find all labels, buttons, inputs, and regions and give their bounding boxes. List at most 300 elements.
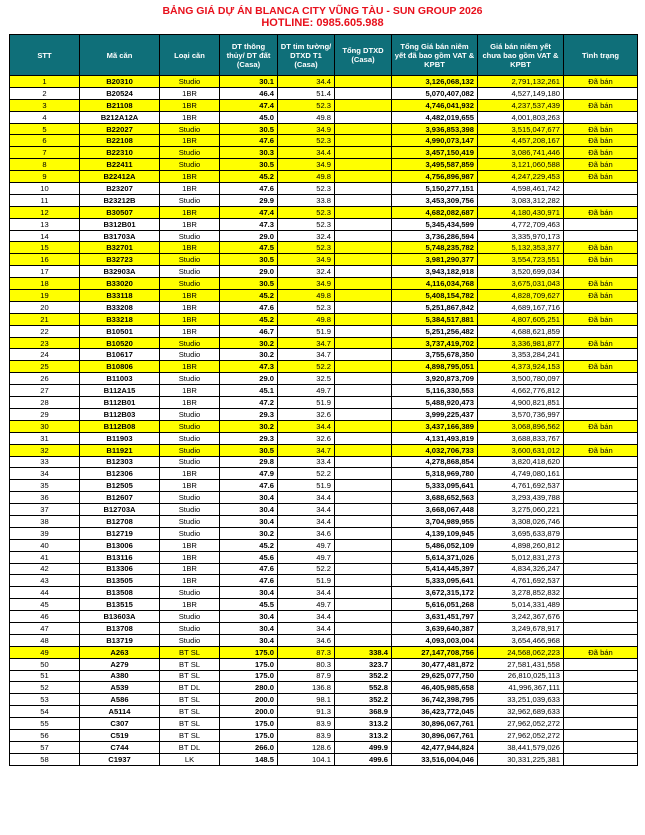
table-row: [10, 99, 638, 111]
cell-total-build-area: [335, 242, 392, 254]
cell-gross-area: 49.8: [278, 290, 335, 302]
cell-status: [564, 634, 638, 646]
cell-gross-area: 34.4: [278, 611, 335, 623]
cell-gross-area: 49.8: [278, 111, 335, 123]
cell-total-price-vat: 5,070,407,082: [392, 87, 478, 99]
cell-stt: 51: [10, 670, 80, 682]
cell-price-excl-vat: 4,662,776,812: [478, 385, 564, 397]
cell-total-price-vat: 36,742,398,795: [392, 694, 478, 706]
cell-unit-code: A539: [80, 682, 160, 694]
cell-total-price-vat: 5,614,371,026: [392, 551, 478, 563]
cell-gross-area: 34.4: [278, 420, 335, 432]
cell-net-area: 45.2: [220, 539, 278, 551]
cell-unit-code: B22411: [80, 159, 160, 171]
cell-total-price-vat: 3,943,182,918: [392, 266, 478, 278]
cell-unit-code: B11003: [80, 373, 160, 385]
cell-net-area: 200.0: [220, 694, 278, 706]
cell-gross-area: 51.9: [278, 325, 335, 337]
cell-price-excl-vat: 4,237,537,439: [478, 99, 564, 111]
cell-stt: 31: [10, 432, 80, 444]
cell-total-build-area: [335, 171, 392, 183]
cell-total-price-vat: 3,631,451,797: [392, 611, 478, 623]
cell-stt: 39: [10, 527, 80, 539]
cell-total-price-vat: 3,737,419,702: [392, 337, 478, 349]
cell-gross-area: 34.7: [278, 444, 335, 456]
cell-status: [564, 301, 638, 313]
table-row: [10, 539, 638, 551]
cell-status: Đã bán: [564, 159, 638, 171]
cell-total-build-area: [335, 432, 392, 444]
cell-net-area: 30.4: [220, 504, 278, 516]
table-row: [10, 194, 638, 206]
cell-status: Đã bán: [564, 420, 638, 432]
table-row: [10, 527, 638, 539]
cell-total-price-vat: 4,139,109,945: [392, 527, 478, 539]
cell-gross-area: 49.8: [278, 171, 335, 183]
cell-stt: 53: [10, 694, 80, 706]
cell-gross-area: 34.4: [278, 147, 335, 159]
cell-total-build-area: [335, 385, 392, 397]
cell-net-area: 30.5: [220, 123, 278, 135]
cell-price-excl-vat: 3,554,723,551: [478, 254, 564, 266]
cell-total-build-area: [335, 622, 392, 634]
cell-price-excl-vat: 4,247,229,453: [478, 171, 564, 183]
cell-unit-type: 1BR: [160, 539, 220, 551]
col-header-unit-code: Mã căn: [80, 35, 160, 76]
cell-total-build-area: [335, 373, 392, 385]
cell-gross-area: 52.2: [278, 361, 335, 373]
cell-unit-type: BT SL: [160, 718, 220, 730]
cell-price-excl-vat: 26,810,025,113: [478, 670, 564, 682]
cell-unit-type: 1BR: [160, 361, 220, 373]
table-row: [10, 444, 638, 456]
cell-stt: 22: [10, 325, 80, 337]
cell-status: [564, 682, 638, 694]
cell-total-build-area: [335, 408, 392, 420]
cell-status: [564, 183, 638, 195]
cell-price-excl-vat: 3,515,047,677: [478, 123, 564, 135]
cell-total-price-vat: 3,495,587,859: [392, 159, 478, 171]
cell-total-price-vat: 30,477,481,872: [392, 658, 478, 670]
cell-unit-type: 1BR: [160, 385, 220, 397]
cell-status: [564, 622, 638, 634]
cell-total-price-vat: 4,990,073,147: [392, 135, 478, 147]
cell-stt: 37: [10, 504, 80, 516]
cell-unit-type: 1BR: [160, 183, 220, 195]
cell-unit-code: B32903A: [80, 266, 160, 278]
cell-total-build-area: [335, 504, 392, 516]
cell-unit-code: B21108: [80, 99, 160, 111]
cell-unit-code: B33208: [80, 301, 160, 313]
cell-total-price-vat: 3,453,309,756: [392, 194, 478, 206]
cell-net-area: 30.4: [220, 622, 278, 634]
cell-unit-code: B30507: [80, 206, 160, 218]
cell-total-price-vat: 5,486,052,109: [392, 539, 478, 551]
cell-total-build-area: 499.6: [335, 753, 392, 765]
cell-unit-type: 1BR: [160, 290, 220, 302]
cell-status: [564, 563, 638, 575]
cell-unit-type: Studio: [160, 254, 220, 266]
table-row: [10, 646, 638, 658]
cell-gross-area: 32.4: [278, 230, 335, 242]
cell-total-build-area: [335, 563, 392, 575]
cell-price-excl-vat: 4,689,167,716: [478, 301, 564, 313]
cell-unit-type: Studio: [160, 456, 220, 468]
cell-stt: 47: [10, 622, 80, 634]
cell-net-area: 30.5: [220, 254, 278, 266]
cell-unit-type: BT SL: [160, 646, 220, 658]
cell-price-excl-vat: 4,761,692,537: [478, 480, 564, 492]
cell-status: [564, 408, 638, 420]
cell-total-price-vat: 5,488,920,473: [392, 397, 478, 409]
cell-net-area: 46.7: [220, 325, 278, 337]
cell-unit-type: 1BR: [160, 397, 220, 409]
cell-status: [564, 349, 638, 361]
cell-unit-code: B20524: [80, 87, 160, 99]
cell-total-price-vat: 33,516,004,046: [392, 753, 478, 765]
cell-price-excl-vat: 3,570,736,997: [478, 408, 564, 420]
cell-gross-area: 52.3: [278, 301, 335, 313]
cell-stt: 25: [10, 361, 80, 373]
cell-price-excl-vat: 27,581,431,558: [478, 658, 564, 670]
cell-net-area: 30.4: [220, 634, 278, 646]
cell-net-area: 45.2: [220, 290, 278, 302]
cell-status: [564, 587, 638, 599]
cell-net-area: 29.3: [220, 408, 278, 420]
cell-net-area: 47.6: [220, 135, 278, 147]
cell-total-price-vat: 3,999,225,437: [392, 408, 478, 420]
cell-status: [564, 694, 638, 706]
cell-gross-area: 34.6: [278, 634, 335, 646]
cell-unit-type: 1BR: [160, 313, 220, 325]
cell-unit-type: 1BR: [160, 218, 220, 230]
cell-net-area: 280.0: [220, 682, 278, 694]
cell-total-price-vat: 3,936,853,398: [392, 123, 478, 135]
cell-status: Đã bán: [564, 361, 638, 373]
cell-unit-code: B112B01: [80, 397, 160, 409]
table-row: [10, 515, 638, 527]
cell-stt: 11: [10, 194, 80, 206]
cell-total-build-area: [335, 159, 392, 171]
cell-gross-area: 128.6: [278, 741, 335, 753]
cell-unit-code: B20310: [80, 76, 160, 88]
cell-stt: 28: [10, 397, 80, 409]
cell-status: [564, 456, 638, 468]
cell-total-price-vat: 4,898,795,051: [392, 361, 478, 373]
cell-unit-code: B12505: [80, 480, 160, 492]
cell-gross-area: 52.3: [278, 99, 335, 111]
table-body: [10, 76, 638, 766]
table-row: [10, 337, 638, 349]
cell-total-build-area: [335, 587, 392, 599]
cell-unit-code: B31703A: [80, 230, 160, 242]
cell-price-excl-vat: 3,520,699,034: [478, 266, 564, 278]
cell-stt: 57: [10, 741, 80, 753]
cell-price-excl-vat: 30,331,225,381: [478, 753, 564, 765]
cell-price-excl-vat: 27,962,052,272: [478, 729, 564, 741]
cell-unit-code: B33020: [80, 278, 160, 290]
cell-gross-area: 34.4: [278, 492, 335, 504]
cell-net-area: 47.6: [220, 301, 278, 313]
cell-total-build-area: [335, 397, 392, 409]
table-row: [10, 290, 638, 302]
cell-status: Đã bán: [564, 242, 638, 254]
cell-gross-area: 83.9: [278, 729, 335, 741]
table-row: [10, 254, 638, 266]
cell-stt: 33: [10, 456, 80, 468]
cell-total-price-vat: 5,333,095,641: [392, 575, 478, 587]
cell-stt: 48: [10, 634, 80, 646]
cell-stt: 38: [10, 515, 80, 527]
cell-total-price-vat: 3,736,286,594: [392, 230, 478, 242]
table-row: [10, 76, 638, 88]
cell-total-build-area: [335, 254, 392, 266]
cell-stt: 14: [10, 230, 80, 242]
table-row: [10, 278, 638, 290]
cell-unit-code: B212A12A: [80, 111, 160, 123]
cell-price-excl-vat: 4,761,692,537: [478, 575, 564, 587]
table-row: [10, 408, 638, 420]
cell-stt: 52: [10, 682, 80, 694]
cell-unit-type: Studio: [160, 76, 220, 88]
cell-status: [564, 385, 638, 397]
cell-status: [564, 706, 638, 718]
table-row: [10, 468, 638, 480]
cell-unit-code: B12719: [80, 527, 160, 539]
cell-total-build-area: [335, 444, 392, 456]
cell-gross-area: 91.3: [278, 706, 335, 718]
cell-unit-code: B13306: [80, 563, 160, 575]
cell-status: Đã bán: [564, 147, 638, 159]
cell-status: Đã bán: [564, 254, 638, 266]
cell-status: [564, 492, 638, 504]
cell-gross-area: 51.9: [278, 397, 335, 409]
cell-price-excl-vat: 5,014,331,489: [478, 599, 564, 611]
cell-gross-area: 87.9: [278, 670, 335, 682]
cell-unit-code: A279: [80, 658, 160, 670]
cell-stt: 49: [10, 646, 80, 658]
cell-net-area: 47.3: [220, 361, 278, 373]
cell-total-build-area: [335, 87, 392, 99]
cell-total-price-vat: 42,477,944,824: [392, 741, 478, 753]
cell-unit-type: BT SL: [160, 670, 220, 682]
cell-status: Đã bán: [564, 290, 638, 302]
cell-unit-code: B10806: [80, 361, 160, 373]
table-row: [10, 361, 638, 373]
cell-unit-type: BT SL: [160, 658, 220, 670]
cell-unit-type: 1BR: [160, 599, 220, 611]
cell-stt: 35: [10, 480, 80, 492]
table-row: [10, 111, 638, 123]
col-header-gross-area: DT tim tường/ DTXD T1 (Casa): [278, 35, 335, 76]
cell-price-excl-vat: 38,441,579,026: [478, 741, 564, 753]
table-row: [10, 729, 638, 741]
cell-total-price-vat: 4,116,034,768: [392, 278, 478, 290]
cell-gross-area: 52.3: [278, 218, 335, 230]
page-header: [0, 0, 645, 30]
cell-net-area: 47.4: [220, 206, 278, 218]
cell-stt: 42: [10, 563, 80, 575]
cell-price-excl-vat: 3,068,896,562: [478, 420, 564, 432]
cell-unit-code: A263: [80, 646, 160, 658]
cell-status: Đã bán: [564, 99, 638, 111]
price-table: [9, 34, 638, 766]
table-row: [10, 218, 638, 230]
cell-status: [564, 468, 638, 480]
table-row: [10, 551, 638, 563]
cell-stt: 21: [10, 313, 80, 325]
cell-unit-code: B13505: [80, 575, 160, 587]
cell-total-price-vat: 5,414,445,397: [392, 563, 478, 575]
cell-status: Đã bán: [564, 171, 638, 183]
cell-stt: 43: [10, 575, 80, 587]
cell-total-build-area: 499.9: [335, 741, 392, 753]
cell-net-area: 30.5: [220, 444, 278, 456]
table-row: [10, 670, 638, 682]
cell-stt: 27: [10, 385, 80, 397]
cell-net-area: 47.9: [220, 468, 278, 480]
cell-price-excl-vat: 24,568,062,223: [478, 646, 564, 658]
cell-unit-type: 1BR: [160, 325, 220, 337]
cell-unit-type: 1BR: [160, 468, 220, 480]
cell-total-price-vat: 3,920,873,709: [392, 373, 478, 385]
cell-total-build-area: 338.4: [335, 646, 392, 658]
cell-gross-area: 34.4: [278, 587, 335, 599]
cell-stt: 3: [10, 99, 80, 111]
cell-status: [564, 611, 638, 623]
col-header-price-excl-vat: Giá bán niêm yết chưa bao gồm VAT & KPBT: [478, 35, 564, 76]
table-row: [10, 682, 638, 694]
cell-status: Đã bán: [564, 76, 638, 88]
cell-net-area: 45.2: [220, 313, 278, 325]
cell-total-build-area: 368.9: [335, 706, 392, 718]
cell-gross-area: 87.3: [278, 646, 335, 658]
cell-status: [564, 575, 638, 587]
cell-stt: 56: [10, 729, 80, 741]
hotline: HOTLINE: 0985.605.988: [261, 17, 384, 29]
cell-total-price-vat: 46,405,985,658: [392, 682, 478, 694]
cell-total-price-vat: 5,251,256,482: [392, 325, 478, 337]
cell-unit-code: B11903: [80, 432, 160, 444]
cell-stt: 17: [10, 266, 80, 278]
cell-total-price-vat: 4,682,082,687: [392, 206, 478, 218]
cell-net-area: 200.0: [220, 706, 278, 718]
cell-total-build-area: [335, 278, 392, 290]
table-row: [10, 634, 638, 646]
cell-price-excl-vat: 3,121,060,588: [478, 159, 564, 171]
cell-total-build-area: [335, 575, 392, 587]
cell-net-area: 45.1: [220, 385, 278, 397]
cell-status: [564, 194, 638, 206]
cell-net-area: 45.0: [220, 111, 278, 123]
cell-total-build-area: [335, 230, 392, 242]
cell-total-build-area: [335, 290, 392, 302]
cell-unit-code: B22310: [80, 147, 160, 159]
col-header-total-build-area: Tổng DTXD (Casa): [335, 35, 392, 76]
cell-price-excl-vat: 4,900,821,851: [478, 397, 564, 409]
cell-gross-area: 32.4: [278, 266, 335, 278]
cell-status: [564, 527, 638, 539]
cell-unit-code: C744: [80, 741, 160, 753]
cell-status: Đã bán: [564, 135, 638, 147]
cell-gross-area: 52.3: [278, 242, 335, 254]
cell-unit-code: B22108: [80, 135, 160, 147]
cell-stt: 24: [10, 349, 80, 361]
table-row: [10, 504, 638, 516]
cell-status: [564, 397, 638, 409]
table-row: [10, 575, 638, 587]
cell-price-excl-vat: 4,807,605,251: [478, 313, 564, 325]
cell-gross-area: 34.9: [278, 254, 335, 266]
table-row: [10, 135, 638, 147]
cell-stt: 40: [10, 539, 80, 551]
cell-gross-area: 34.4: [278, 504, 335, 516]
cell-net-area: 46.4: [220, 87, 278, 99]
cell-stt: 9: [10, 171, 80, 183]
cell-unit-code: B13603A: [80, 611, 160, 623]
cell-total-price-vat: 5,333,095,641: [392, 480, 478, 492]
cell-gross-area: 136.8: [278, 682, 335, 694]
cell-net-area: 29.0: [220, 266, 278, 278]
cell-price-excl-vat: 33,251,039,633: [478, 694, 564, 706]
cell-total-build-area: [335, 76, 392, 88]
table-row: [10, 706, 638, 718]
cell-price-excl-vat: 5,132,353,377: [478, 242, 564, 254]
table-row: [10, 456, 638, 468]
cell-unit-type: 1BR: [160, 242, 220, 254]
cell-status: Đã bán: [564, 646, 638, 658]
cell-price-excl-vat: 3,293,439,788: [478, 492, 564, 504]
cell-gross-area: 33.8: [278, 194, 335, 206]
cell-total-price-vat: 4,032,706,733: [392, 444, 478, 456]
table-row: [10, 587, 638, 599]
cell-net-area: 29.9: [220, 194, 278, 206]
cell-net-area: 29.3: [220, 432, 278, 444]
cell-gross-area: 80.3: [278, 658, 335, 670]
table-row: [10, 301, 638, 313]
cell-total-build-area: 313.2: [335, 718, 392, 730]
cell-unit-type: Studio: [160, 504, 220, 516]
cell-gross-area: 98.1: [278, 694, 335, 706]
cell-price-excl-vat: 3,688,833,767: [478, 432, 564, 444]
cell-unit-code: B112A15: [80, 385, 160, 397]
cell-status: Đã bán: [564, 444, 638, 456]
cell-unit-code: B13515: [80, 599, 160, 611]
cell-stt: 50: [10, 658, 80, 670]
cell-gross-area: 34.7: [278, 349, 335, 361]
cell-price-excl-vat: 4,527,149,180: [478, 87, 564, 99]
cell-price-excl-vat: 4,772,709,463: [478, 218, 564, 230]
cell-total-price-vat: 5,251,867,842: [392, 301, 478, 313]
cell-gross-area: 34.9: [278, 159, 335, 171]
table-row: [10, 123, 638, 135]
cell-total-build-area: [335, 468, 392, 480]
cell-total-build-area: [335, 194, 392, 206]
cell-price-excl-vat: 3,308,026,746: [478, 515, 564, 527]
cell-unit-type: Studio: [160, 159, 220, 171]
cell-status: Đã bán: [564, 206, 638, 218]
cell-total-build-area: [335, 492, 392, 504]
cell-gross-area: 52.3: [278, 183, 335, 195]
cell-stt: 8: [10, 159, 80, 171]
cell-unit-code: C307: [80, 718, 160, 730]
cell-total-price-vat: 3,457,150,419: [392, 147, 478, 159]
cell-gross-area: 52.3: [278, 135, 335, 147]
cell-stt: 36: [10, 492, 80, 504]
cell-status: [564, 551, 638, 563]
cell-price-excl-vat: 3,336,981,877: [478, 337, 564, 349]
cell-net-area: 30.5: [220, 159, 278, 171]
